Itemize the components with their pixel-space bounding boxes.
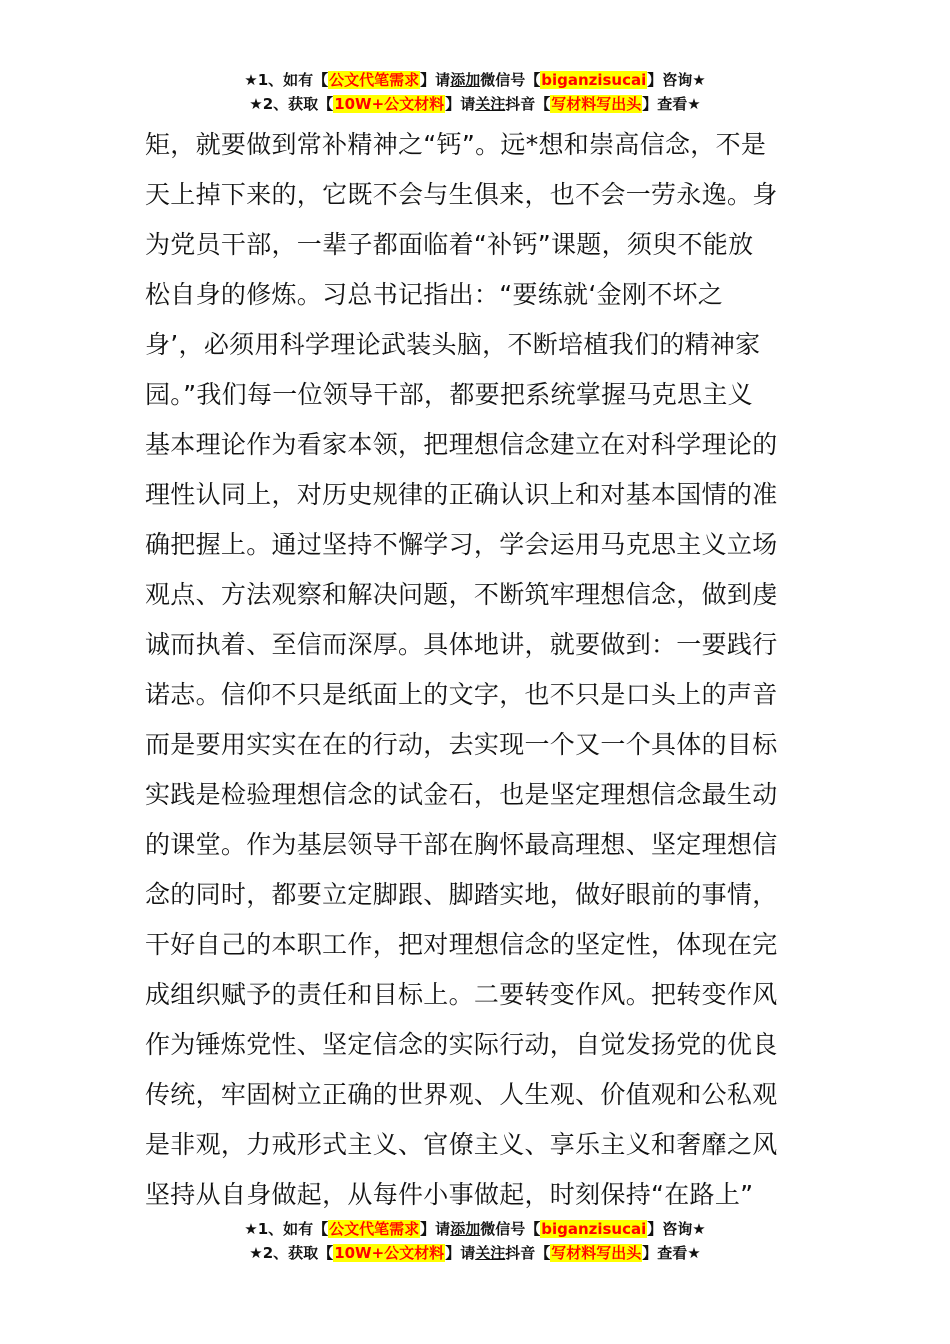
- footer-line-1-text: 微信号【: [480, 1220, 541, 1238]
- header-line-2-highlight-douyin: 写材料写出头: [551, 95, 642, 113]
- body-line: 实践是检验理想信念的试金石，也是坚定理想信念最生动: [145, 780, 778, 809]
- body-line: 观点、方法观察和解决问题，不断筑牢理想信念，做到虔: [145, 580, 778, 609]
- header-line-1-text: 】请: [420, 71, 451, 89]
- footer-line-1-highlight-service: 公文代笔需求: [329, 1220, 420, 1238]
- body-line: 理性认同上，对历史规律的正确认识上和对基本国情的准: [145, 480, 778, 509]
- footer-banner: [0, 1217, 950, 1265]
- footer-line-2-text: 】查看★: [642, 1244, 701, 1262]
- header-line-2: [0, 92, 950, 116]
- body-line: 作为锤炼党性、坚定信念的实际行动，自觉发扬党的优良: [145, 1030, 778, 1059]
- footer-line-1-underlined: 添加: [450, 1220, 481, 1238]
- footer-line-2-highlight-materials: 10W+公文材料: [334, 1244, 445, 1262]
- header-line-1-text: 微信号【: [480, 71, 541, 89]
- body-line: 诺志。信仰不只是纸面上的文字，也不只是口头上的声音: [145, 680, 778, 709]
- footer-line-1-text: ★1、如有【: [244, 1220, 329, 1238]
- body-line: 成组织赋予的责任和目标上。二要转变作风。把转变作风: [145, 980, 778, 1009]
- body-line: 松自身的修炼。习总书记指出：“要练就‘金刚不坏之: [145, 280, 724, 309]
- footer-line-2-highlight-douyin: 写材料写出头: [551, 1244, 642, 1262]
- footer-line-1-text: 】咨询★: [647, 1220, 706, 1238]
- header-line-1-text: ★1、如有【: [244, 71, 329, 89]
- body-line: 传统，牢固树立正确的世界观、人生观、价值观和公私观: [145, 1080, 778, 1109]
- header-banner: [0, 68, 950, 116]
- footer-line-2-text: ★2、获取【: [249, 1244, 334, 1262]
- body-line: 而是要用实实在在的行动，去实现一个又一个具体的目标: [145, 730, 778, 759]
- body-line: 基本理论作为看家本领，把理想信念建立在对科学理论的: [145, 430, 778, 459]
- body-line: 天上掉下来的，它既不会与生俱来，也不会一劳永逸。身: [145, 180, 778, 209]
- header-line-1-text: 】咨询★: [647, 71, 706, 89]
- footer-line-2-text: 】请: [445, 1244, 476, 1262]
- body-line: 干好自己的本职工作，把对理想信念的坚定性，体现在完: [145, 930, 778, 959]
- footer-line-2-underlined: 关注: [475, 1244, 506, 1262]
- header-line-1-highlight-wechat: biganzisucai: [541, 71, 647, 89]
- header-line-1: [0, 68, 950, 92]
- footer-line-2: [0, 1241, 950, 1265]
- header-line-2-text: 】请: [445, 95, 476, 113]
- header-line-2-text: ★2、获取【: [249, 95, 334, 113]
- footer-line-1-highlight-wechat: biganzisucai: [541, 1220, 647, 1238]
- header-line-2-text: 】查看★: [642, 95, 701, 113]
- document-body: [145, 120, 810, 1220]
- header-line-2-text: 抖音【: [505, 95, 551, 113]
- body-line: 确把握上。通过坚持不懈学习，学会运用马克思主义立场: [145, 530, 778, 559]
- header-line-1-underlined: 添加: [450, 71, 481, 89]
- body-line: 是非观，力戒形式主义、官僚主义、享乐主义和奢靡之风: [145, 1130, 778, 1159]
- body-line: 身’，必须用科学理论武装头脑，不断培植我们的精神家: [145, 330, 761, 359]
- footer-line-1: [0, 1217, 950, 1241]
- body-line: 为党员干部，一辈子都面临着“补钙”课题，须臾不能放: [145, 230, 754, 259]
- footer-line-1-text: 】请: [420, 1220, 451, 1238]
- header-line-2-underlined: 关注: [475, 95, 506, 113]
- footer-line-2-text: 抖音【: [505, 1244, 551, 1262]
- body-line: 园。”我们每一位领导干部，都要把系统掌握马克思主义: [145, 380, 753, 409]
- header-line-2-highlight-materials: 10W+公文材料: [334, 95, 445, 113]
- header-line-1-highlight-service: 公文代笔需求: [329, 71, 420, 89]
- body-line: 念的同时，都要立定脚跟、脚踏实地，做好眼前的事情，: [145, 880, 778, 909]
- body-line: 的课堂。作为基层领导干部在胸怀最高理想、坚定理想信: [145, 830, 778, 859]
- body-line: 坚持从自身做起，从每件小事做起，时刻保持“在路上”: [145, 1180, 754, 1209]
- body-line: 诚而执着、至信而深厚。具体地讲，就要做到：一要践行: [145, 630, 778, 659]
- body-line: 矩，就要做到常补精神之“钙”。远*想和崇高信念，不是: [145, 130, 767, 159]
